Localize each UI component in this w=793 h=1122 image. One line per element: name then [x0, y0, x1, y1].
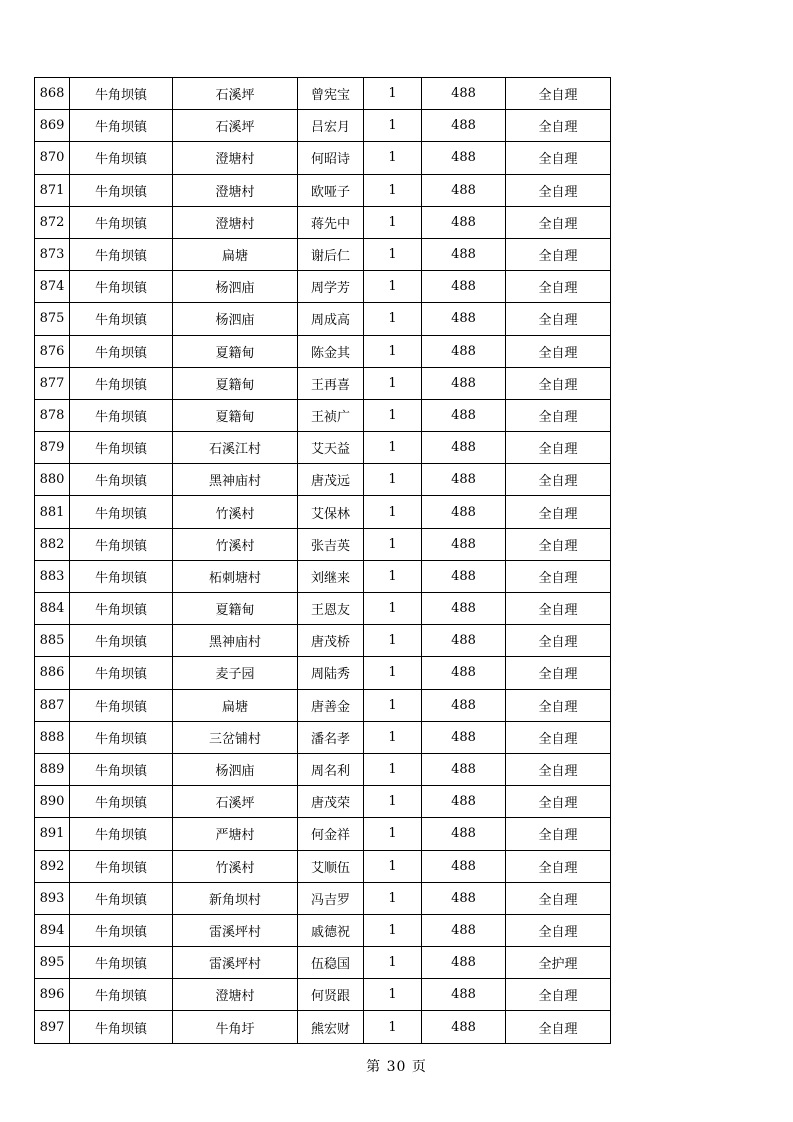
care-type-cell: 全自理: [506, 78, 611, 110]
name-cell: 何昭诗: [298, 142, 364, 174]
table-row: [35, 399, 611, 431]
table-row: [35, 1011, 611, 1043]
care-type-cell: 全自理: [506, 1011, 611, 1043]
table-row: [35, 947, 611, 979]
table-row: [35, 979, 611, 1011]
name-cell: 曾宪宝: [298, 78, 364, 110]
town-cell: 牛角坝镇: [70, 850, 173, 882]
row-number-cell: 897: [35, 1011, 70, 1043]
care-type-cell: 全自理: [506, 367, 611, 399]
name-cell: 周成高: [298, 303, 364, 335]
table-row: [35, 78, 611, 110]
amount-cell: 488: [422, 496, 506, 528]
village-cell: 石溪江村: [173, 432, 298, 464]
amount-cell: 488: [422, 721, 506, 753]
care-type-cell: 全自理: [506, 721, 611, 753]
town-cell: 牛角坝镇: [70, 625, 173, 657]
row-number-cell: 881: [35, 496, 70, 528]
amount-cell: 488: [422, 1011, 506, 1043]
row-number-cell: 872: [35, 206, 70, 238]
row-number-cell: 878: [35, 399, 70, 431]
table-body: [35, 78, 611, 1044]
name-cell: 周学芳: [298, 271, 364, 303]
village-cell: 夏籍甸: [173, 399, 298, 431]
amount-cell: 488: [422, 947, 506, 979]
town-cell: 牛角坝镇: [70, 947, 173, 979]
town-cell: 牛角坝镇: [70, 914, 173, 946]
table-row: [35, 528, 611, 560]
name-cell: 张吉英: [298, 528, 364, 560]
count-cell: 1: [364, 496, 422, 528]
name-cell: 冯吉罗: [298, 882, 364, 914]
table-row: [35, 142, 611, 174]
name-cell: 艾顺伍: [298, 850, 364, 882]
table-row: [35, 625, 611, 657]
name-cell: 潘名孝: [298, 721, 364, 753]
page-number: 第 30 页: [366, 1059, 427, 1075]
amount-cell: 488: [422, 593, 506, 625]
name-cell: 何金祥: [298, 818, 364, 850]
care-type-cell: 全自理: [506, 496, 611, 528]
table-row: [35, 174, 611, 206]
count-cell: 1: [364, 78, 422, 110]
town-cell: 牛角坝镇: [70, 689, 173, 721]
town-cell: 牛角坝镇: [70, 432, 173, 464]
village-cell: 牛角圩: [173, 1011, 298, 1043]
row-number-cell: 885: [35, 625, 70, 657]
name-cell: 王祯广: [298, 399, 364, 431]
village-cell: 竹溪村: [173, 850, 298, 882]
amount-cell: 488: [422, 303, 506, 335]
row-number-cell: 895: [35, 947, 70, 979]
village-cell: 澄塘村: [173, 979, 298, 1011]
amount-cell: 488: [422, 625, 506, 657]
amount-cell: 488: [422, 174, 506, 206]
table-row: [35, 432, 611, 464]
amount-cell: 488: [422, 818, 506, 850]
count-cell: 1: [364, 399, 422, 431]
count-cell: 1: [364, 689, 422, 721]
count-cell: 1: [364, 464, 422, 496]
care-type-cell: 全自理: [506, 625, 611, 657]
village-cell: 杨泗庙: [173, 303, 298, 335]
town-cell: 牛角坝镇: [70, 78, 173, 110]
count-cell: 1: [364, 721, 422, 753]
village-cell: 杨泗庙: [173, 753, 298, 785]
town-cell: 牛角坝镇: [70, 753, 173, 785]
table-row: [35, 657, 611, 689]
village-cell: 三岔铺村: [173, 721, 298, 753]
town-cell: 牛角坝镇: [70, 303, 173, 335]
village-cell: 雷溪坪村: [173, 914, 298, 946]
name-cell: 艾天益: [298, 432, 364, 464]
name-cell: 唐茂荣: [298, 786, 364, 818]
name-cell: 伍稳国: [298, 947, 364, 979]
name-cell: 蒋先中: [298, 206, 364, 238]
town-cell: 牛角坝镇: [70, 818, 173, 850]
count-cell: 1: [364, 625, 422, 657]
row-number-cell: 896: [35, 979, 70, 1011]
count-cell: 1: [364, 238, 422, 270]
village-cell: 麦子园: [173, 657, 298, 689]
row-number-cell: 876: [35, 335, 70, 367]
amount-cell: 488: [422, 142, 506, 174]
count-cell: 1: [364, 206, 422, 238]
town-cell: 牛角坝镇: [70, 721, 173, 753]
name-cell: 王恩友: [298, 593, 364, 625]
town-cell: 牛角坝镇: [70, 206, 173, 238]
name-cell: 周陆秀: [298, 657, 364, 689]
amount-cell: 488: [422, 528, 506, 560]
amount-cell: 488: [422, 335, 506, 367]
town-cell: 牛角坝镇: [70, 657, 173, 689]
town-cell: 牛角坝镇: [70, 110, 173, 142]
care-type-cell: 全自理: [506, 238, 611, 270]
table-row: [35, 335, 611, 367]
care-type-cell: 全自理: [506, 142, 611, 174]
village-cell: 柘刺塘村: [173, 560, 298, 592]
village-cell: 扁塘: [173, 238, 298, 270]
row-number-cell: 894: [35, 914, 70, 946]
name-cell: 欧哑子: [298, 174, 364, 206]
name-cell: 熊宏财: [298, 1011, 364, 1043]
count-cell: 1: [364, 657, 422, 689]
care-type-cell: 全自理: [506, 464, 611, 496]
row-number-cell: 879: [35, 432, 70, 464]
town-cell: 牛角坝镇: [70, 593, 173, 625]
village-cell: 夏籍甸: [173, 367, 298, 399]
name-cell: 艾保林: [298, 496, 364, 528]
amount-cell: 488: [422, 110, 506, 142]
care-type-cell: 全自理: [506, 818, 611, 850]
amount-cell: 488: [422, 786, 506, 818]
count-cell: 1: [364, 174, 422, 206]
town-cell: 牛角坝镇: [70, 238, 173, 270]
amount-cell: 488: [422, 753, 506, 785]
row-number-cell: 870: [35, 142, 70, 174]
amount-cell: 488: [422, 689, 506, 721]
village-cell: 严塘村: [173, 818, 298, 850]
care-type-cell: 全自理: [506, 593, 611, 625]
care-type-cell: 全自理: [506, 786, 611, 818]
amount-cell: 488: [422, 850, 506, 882]
row-number-cell: 868: [35, 78, 70, 110]
care-type-cell: 全护理: [506, 947, 611, 979]
table-row: [35, 238, 611, 270]
count-cell: 1: [364, 753, 422, 785]
town-cell: 牛角坝镇: [70, 271, 173, 303]
village-cell: 夏籍甸: [173, 335, 298, 367]
village-cell: 黑神庙村: [173, 464, 298, 496]
town-cell: 牛角坝镇: [70, 399, 173, 431]
care-type-cell: 全自理: [506, 914, 611, 946]
row-number-cell: 873: [35, 238, 70, 270]
amount-cell: 488: [422, 399, 506, 431]
count-cell: 1: [364, 947, 422, 979]
village-cell: 新角坝村: [173, 882, 298, 914]
name-cell: 王再喜: [298, 367, 364, 399]
row-number-cell: 871: [35, 174, 70, 206]
village-cell: 杨泗庙: [173, 271, 298, 303]
town-cell: 牛角坝镇: [70, 528, 173, 560]
amount-cell: 488: [422, 367, 506, 399]
village-cell: 黑神庙村: [173, 625, 298, 657]
village-cell: 石溪坪: [173, 78, 298, 110]
count-cell: 1: [364, 914, 422, 946]
name-cell: 陈金其: [298, 335, 364, 367]
count-cell: 1: [364, 850, 422, 882]
care-type-cell: 全自理: [506, 335, 611, 367]
town-cell: 牛角坝镇: [70, 464, 173, 496]
row-number-cell: 888: [35, 721, 70, 753]
amount-cell: 488: [422, 271, 506, 303]
table-row: [35, 786, 611, 818]
row-number-cell: 889: [35, 753, 70, 785]
amount-cell: 488: [422, 882, 506, 914]
count-cell: 1: [364, 560, 422, 592]
count-cell: 1: [364, 303, 422, 335]
name-cell: 唐善金: [298, 689, 364, 721]
table-row: [35, 271, 611, 303]
town-cell: 牛角坝镇: [70, 335, 173, 367]
count-cell: 1: [364, 1011, 422, 1043]
table-row: [35, 689, 611, 721]
village-cell: 雷溪坪村: [173, 947, 298, 979]
care-type-cell: 全自理: [506, 753, 611, 785]
village-cell: 竹溪村: [173, 528, 298, 560]
village-cell: 扁塘: [173, 689, 298, 721]
name-cell: 谢后仁: [298, 238, 364, 270]
care-type-cell: 全自理: [506, 206, 611, 238]
amount-cell: 488: [422, 78, 506, 110]
row-number-cell: 869: [35, 110, 70, 142]
table-row: [35, 818, 611, 850]
town-cell: 牛角坝镇: [70, 367, 173, 399]
count-cell: 1: [364, 593, 422, 625]
row-number-cell: 887: [35, 689, 70, 721]
table-row: [35, 110, 611, 142]
care-type-cell: 全自理: [506, 110, 611, 142]
town-cell: 牛角坝镇: [70, 979, 173, 1011]
row-number-cell: 883: [35, 560, 70, 592]
row-number-cell: 884: [35, 593, 70, 625]
village-cell: 竹溪村: [173, 496, 298, 528]
town-cell: 牛角坝镇: [70, 560, 173, 592]
data-table: [34, 77, 611, 1044]
table-row: [35, 850, 611, 882]
town-cell: 牛角坝镇: [70, 1011, 173, 1043]
amount-cell: 488: [422, 238, 506, 270]
name-cell: 吕宏月: [298, 110, 364, 142]
village-cell: 澄塘村: [173, 142, 298, 174]
table-row: [35, 721, 611, 753]
count-cell: 1: [364, 335, 422, 367]
row-number-cell: 880: [35, 464, 70, 496]
row-number-cell: 874: [35, 271, 70, 303]
count-cell: 1: [364, 882, 422, 914]
count-cell: 1: [364, 979, 422, 1011]
town-cell: 牛角坝镇: [70, 174, 173, 206]
care-type-cell: 全自理: [506, 689, 611, 721]
care-type-cell: 全自理: [506, 657, 611, 689]
care-type-cell: 全自理: [506, 174, 611, 206]
row-number-cell: 893: [35, 882, 70, 914]
care-type-cell: 全自理: [506, 882, 611, 914]
amount-cell: 488: [422, 914, 506, 946]
row-number-cell: 875: [35, 303, 70, 335]
village-cell: 石溪坪: [173, 786, 298, 818]
care-type-cell: 全自理: [506, 399, 611, 431]
count-cell: 1: [364, 432, 422, 464]
amount-cell: 488: [422, 206, 506, 238]
table-row: [35, 464, 611, 496]
row-number-cell: 890: [35, 786, 70, 818]
name-cell: 何贤跟: [298, 979, 364, 1011]
count-cell: 1: [364, 271, 422, 303]
care-type-cell: 全自理: [506, 560, 611, 592]
table-row: [35, 303, 611, 335]
table-row: [35, 882, 611, 914]
village-cell: 夏籍甸: [173, 593, 298, 625]
row-number-cell: 892: [35, 850, 70, 882]
amount-cell: 488: [422, 560, 506, 592]
row-number-cell: 886: [35, 657, 70, 689]
village-cell: 澄塘村: [173, 206, 298, 238]
care-type-cell: 全自理: [506, 271, 611, 303]
name-cell: 戚德祝: [298, 914, 364, 946]
count-cell: 1: [364, 786, 422, 818]
name-cell: 唐茂桥: [298, 625, 364, 657]
count-cell: 1: [364, 818, 422, 850]
table-row: [35, 560, 611, 592]
count-cell: 1: [364, 142, 422, 174]
name-cell: 刘继来: [298, 560, 364, 592]
village-cell: 澄塘村: [173, 174, 298, 206]
amount-cell: 488: [422, 464, 506, 496]
care-type-cell: 全自理: [506, 850, 611, 882]
name-cell: 唐茂远: [298, 464, 364, 496]
row-number-cell: 891: [35, 818, 70, 850]
name-cell: 周名利: [298, 753, 364, 785]
count-cell: 1: [364, 528, 422, 560]
amount-cell: 488: [422, 979, 506, 1011]
table-row: [35, 367, 611, 399]
row-number-cell: 877: [35, 367, 70, 399]
care-type-cell: 全自理: [506, 303, 611, 335]
table-row: [35, 496, 611, 528]
care-type-cell: 全自理: [506, 979, 611, 1011]
row-number-cell: 882: [35, 528, 70, 560]
town-cell: 牛角坝镇: [70, 786, 173, 818]
village-cell: 石溪坪: [173, 110, 298, 142]
count-cell: 1: [364, 367, 422, 399]
amount-cell: 488: [422, 432, 506, 464]
table-row: [35, 914, 611, 946]
town-cell: 牛角坝镇: [70, 142, 173, 174]
town-cell: 牛角坝镇: [70, 882, 173, 914]
table-row: [35, 206, 611, 238]
table-row: [35, 593, 611, 625]
amount-cell: 488: [422, 657, 506, 689]
count-cell: 1: [364, 110, 422, 142]
table-row: [35, 753, 611, 785]
town-cell: 牛角坝镇: [70, 496, 173, 528]
care-type-cell: 全自理: [506, 528, 611, 560]
care-type-cell: 全自理: [506, 432, 611, 464]
